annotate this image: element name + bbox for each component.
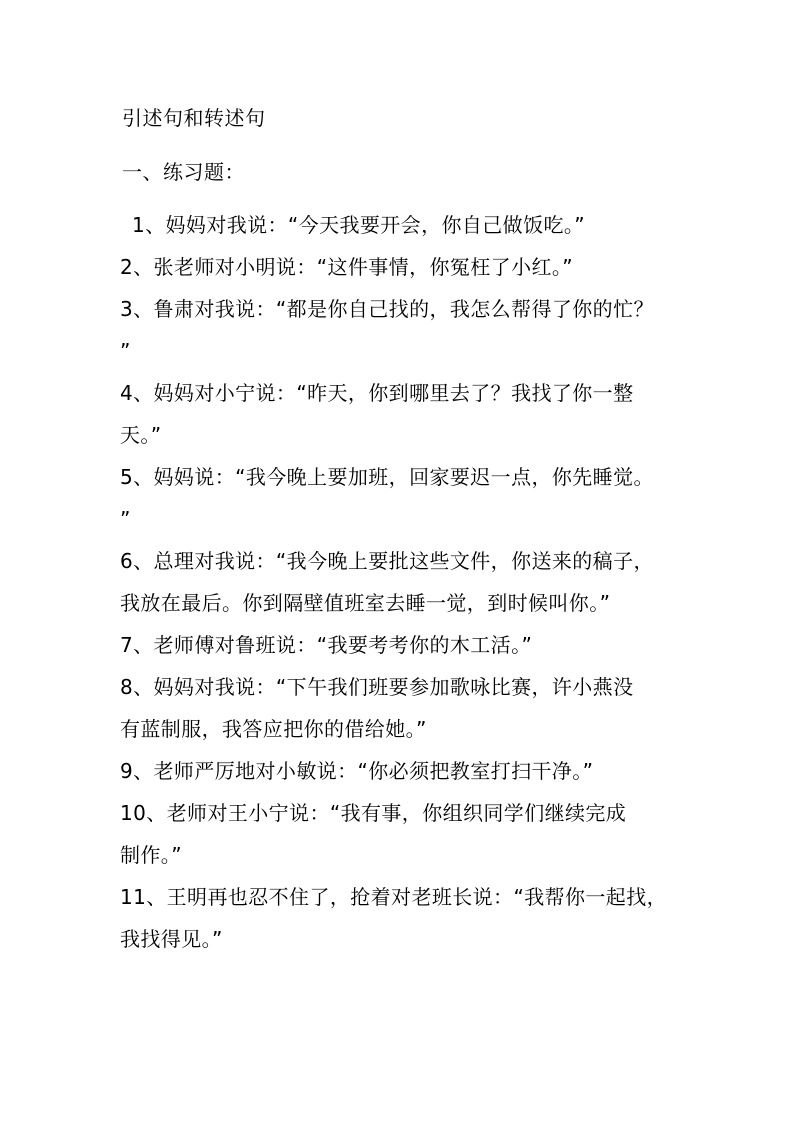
- exercise-line-continuation: 天。”: [120, 423, 162, 447]
- exercise-item-7: [120, 624, 700, 666]
- exercise-line: 4、妈妈对小宁说：“昨天，你到哪里去了？我找了你一整: [120, 381, 634, 405]
- exercise-line: 9、老师严厉地对小敏说：“你必须把教室打扫干净。”: [120, 759, 594, 783]
- exercise-item-3: [120, 288, 700, 372]
- exercise-item-8: [120, 666, 700, 750]
- exercise-item-1: [120, 204, 700, 246]
- exercise-line: 3、鲁肃对我说：“都是你自己找的，我怎么帮得了你的忙？: [120, 297, 654, 321]
- exercise-line: 11、王明再也忍不住了，抢着对老班长说：“我帮你一起找，: [120, 885, 668, 909]
- exercise-line: 7、老师傅对鲁班说：“我要考考你的木工活。”: [120, 633, 533, 657]
- exercise-list: [120, 204, 700, 960]
- document-title: 引述句和转述句: [122, 106, 266, 130]
- exercise-item-11: [120, 876, 700, 960]
- exercise-line: 8、妈妈对我说：“下午我们班要参加歌咏比赛，许小燕没: [120, 675, 634, 699]
- exercise-line: 6、总理对我说：“我今晚上要批这些文件，你送来的稿子，: [120, 549, 654, 573]
- exercise-line: 5、妈妈说：“我今晚上要加班，回家要迟一点，你先睡觉。: [120, 465, 654, 489]
- exercise-line-continuation: 有蓝制服，我答应把你的借给她。”: [120, 717, 427, 741]
- exercise-line-continuation: 我找得见。”: [120, 927, 223, 951]
- exercise-item-4: [120, 372, 700, 456]
- exercise-item-5: [120, 456, 700, 540]
- section-heading: 一、练习题：: [122, 160, 245, 184]
- exercise-line: 10、老师对王小宁说：“我有事，你组织同学们继续完成: [120, 801, 627, 825]
- exercise-line: 1、妈妈对我说：“今天我要开会，你自己做饭吃。”: [132, 213, 586, 237]
- exercise-line-continuation: ”: [120, 339, 131, 363]
- exercise-item-6: [120, 540, 700, 624]
- exercise-line-continuation: 制作。”: [120, 843, 182, 867]
- exercise-item-2: [120, 246, 700, 288]
- exercise-line-continuation: 我放在最后。你到隔壁值班室去睡一觉，到时候叫你。”: [120, 591, 611, 615]
- exercise-line: 2、张老师对小明说：“这件事情，你冤枉了小红。”: [120, 255, 574, 279]
- exercise-item-9: [120, 750, 700, 792]
- exercise-item-10: [120, 792, 700, 876]
- exercise-line-continuation: ”: [120, 507, 131, 531]
